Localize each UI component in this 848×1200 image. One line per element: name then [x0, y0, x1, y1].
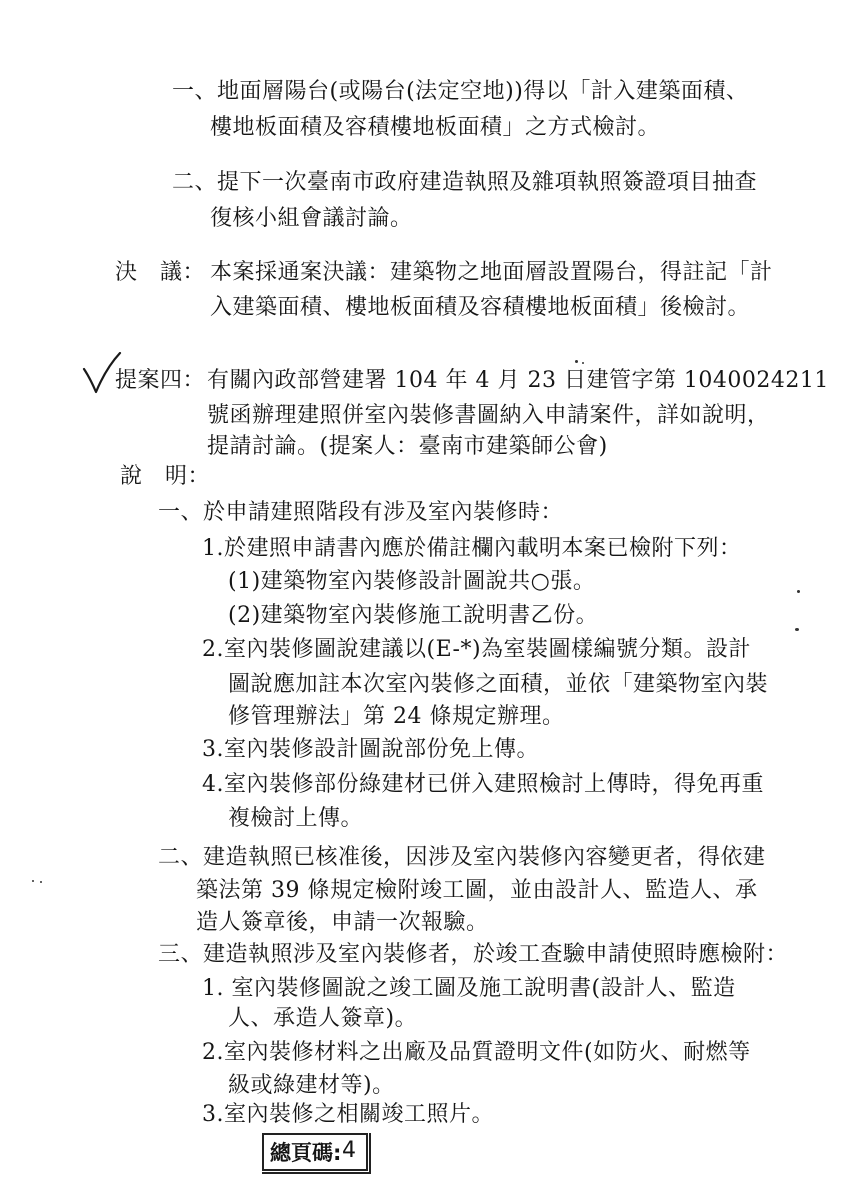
s1-item-4-line-2: 複檢討上傳。: [228, 806, 364, 831]
s1-item-1-line-1: 1.於建照申請書內應於備註欄內載明本案已檢附下列：: [202, 536, 742, 561]
item-1-line-2: 樓地板面積及容積樓地板面積」之方式檢討。: [210, 115, 661, 140]
section-2-line-2: 築法第 39 條規定檢附竣工圖，並由設計人、監造人、承: [196, 878, 758, 903]
scan-speck: [582, 362, 584, 364]
section-1-heading: 一、於申請建照階段有涉及室內裝修時：: [158, 500, 564, 525]
stamp-label: 總頁碼:: [270, 1141, 342, 1165]
section-2-line-3: 造人簽章後，申請一次報驗。: [196, 910, 489, 935]
scan-speck: [40, 881, 42, 883]
proposal-label: 提案四：: [115, 368, 206, 393]
s1-item-1-b: (2)建築物室內裝修施工說明書乙份。: [228, 603, 599, 628]
item-2-line-2: 復核小組會議討論。: [210, 206, 413, 231]
s3-item-1-line-1: 1. 室內裝修圖說之竣工圖及施工說明書(設計人、監造: [202, 976, 736, 1001]
s1-item-2-line-1: 2.室內裝修圖說建議以(E-*)為室裝圖樣編號分類。設計: [202, 637, 752, 662]
proposal-line-2: 號函辦理建照併室內裝修書圖納入申請案件，詳如說明，: [207, 403, 770, 428]
scan-speck: [575, 360, 578, 363]
resolution-line-1: 本案採通案決議：建築物之地面層設置陽台，得註記「計: [210, 260, 773, 285]
s3-item-2-line-1: 2.室內裝修材料之出廠及品質證明文件(如防火、耐燃等: [202, 1040, 751, 1065]
s3-item-1-line-2: 人、承造人簽章)。: [228, 1006, 418, 1031]
s3-item-2-line-2: 級或綠建材等)。: [228, 1073, 395, 1098]
resolution-line-2: 入建築面積、樓地板面積及容積樓地板面積」後檢討。: [210, 295, 751, 320]
scan-speck: [797, 590, 800, 593]
s3-item-3-line-1: 3.室內裝修之相關竣工照片。: [202, 1102, 494, 1127]
item-2-line-1: 二、提下一次臺南市政府建造執照及雜項執照簽證項目抽查: [172, 170, 758, 195]
explanation-label: 說 明：: [120, 464, 211, 489]
s1-item-4-line-1: 4.室內裝修部份綠建材已併入建照檢討上傳時，得免再重: [202, 772, 764, 797]
total-page-stamp: [262, 1133, 368, 1171]
scan-speck: [32, 880, 34, 882]
stamp-page-number: 4: [342, 1138, 356, 1163]
proposal-line-3: 提請討論。(提案人：臺南市建築師公會): [207, 434, 608, 459]
section-2-line-1: 二、建造執照已核准後，因涉及室內裝修內容變更者，得依建: [158, 845, 766, 870]
proposal-line-1: 有關內政部營建署 104 年 4 月 23 日建管字第 1040024211: [207, 368, 829, 393]
s1-item-1-a: (1)建築物室內裝修設計圖說共○張。: [228, 569, 596, 594]
resolution-label: 決 議：: [115, 260, 206, 285]
s1-item-2-line-2: 圖說應加註本次室內裝修之面積，並依「建築物室內裝: [228, 672, 769, 697]
s1-item-2-line-3: 修管理辦法」第 24 條規定辦理。: [228, 704, 565, 729]
section-3-heading: 三、建造執照涉及室內裝修者，於竣工查驗申請使照時應檢附：: [158, 942, 789, 967]
item-1-line-1: 一、地面層陽台(或陽台(法定空地))得以「計入建築面積、: [172, 79, 749, 104]
s1-item-3-line-1: 3.室內裝修設計圖說部份免上傳。: [202, 737, 539, 762]
scan-speck: [795, 628, 799, 631]
